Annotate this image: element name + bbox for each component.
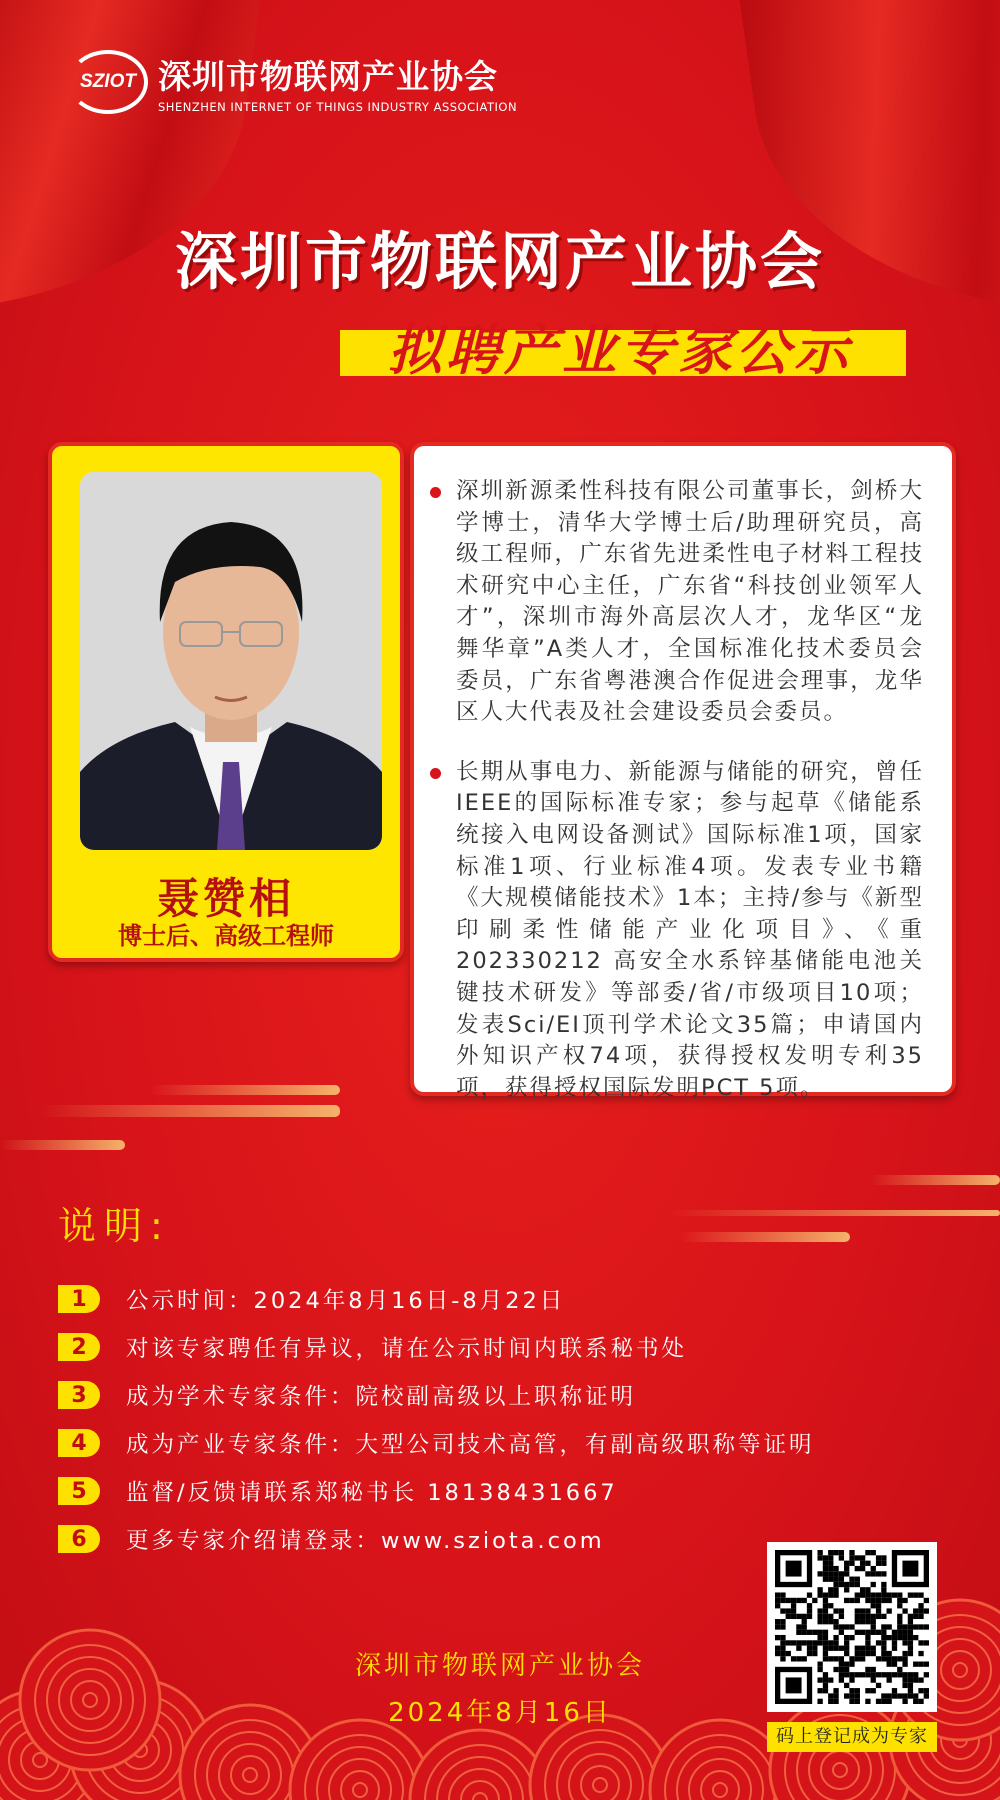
note-number: 2 <box>58 1333 100 1361</box>
logo-mark: SZIOT <box>68 50 148 114</box>
bio-paragraph: 深圳新源柔性科技有限公司董事长，剑桥大学博士，清华大学博士后/助理研究员，高级工程师，广东省先进柔性电子材料工程技术研究中心主任，广东省“科技创业领军人才”，深圳市海外高层次人才，龙华区“龙舞华章”A类人才，全国标准化技术委员会委员，广东省粤港澳合作促进会理事，龙华区人大代表及社会建设委员会委员。 <box>456 476 924 729</box>
note-number: 1 <box>58 1285 100 1313</box>
decor-stripe <box>670 1210 1000 1216</box>
decor-stripe <box>40 1105 340 1117</box>
association-logo <box>68 50 517 114</box>
qr-label: 码上登记成为专家 <box>767 1722 937 1752</box>
note-item <box>58 1283 565 1315</box>
expert-title: 博士后、高级工程师 <box>118 922 334 950</box>
footer-date: 2024年8月16日 <box>388 1698 612 1728</box>
note-item <box>58 1475 618 1507</box>
logo-name-en: SHENZHEN INTERNET OF THINGS INDUSTRY ASSOCIATION <box>158 99 518 114</box>
expert-profile-card <box>48 442 404 962</box>
note-item <box>58 1427 815 1459</box>
note-text: 成为学术专家条件：院校副高级以上职称证明 <box>126 1384 637 1410</box>
page-subtitle: 拟聘产业专家公示 <box>388 319 852 382</box>
qr-code[interactable] <box>767 1542 937 1712</box>
footer-org: 深圳市物联网产业协会 <box>354 1651 645 1681</box>
decor-stripe <box>0 1140 125 1150</box>
note-text: 公示时间：2024年8月16日-8月22日 <box>126 1288 566 1314</box>
note-text: 监督/反馈请联系郑秘书长 18138431667 <box>126 1480 618 1506</box>
decor-stripe <box>870 1175 1000 1185</box>
expert-name: 聂赞相 <box>156 874 295 923</box>
note-text: 对该专家聘任有异议，请在公示时间内联系秘书处 <box>126 1336 688 1362</box>
decor-stripe <box>680 1232 850 1242</box>
notes-heading: 说明: <box>58 1204 171 1248</box>
decor-stripe <box>150 1085 340 1095</box>
note-text: 成为产业专家条件：大型公司技术高管，有副高级职称等证明 <box>126 1432 815 1458</box>
note-item[interactable] <box>58 1523 605 1555</box>
expert-bio-card <box>410 442 956 1101</box>
expert-photo <box>80 472 382 850</box>
website-link[interactable]: 更多专家介绍请登录：www.sziota.com <box>126 1528 605 1554</box>
logo-name-cn: 深圳市物联网产业协会 <box>158 56 498 96</box>
note-number: 5 <box>58 1477 100 1505</box>
note-number: 3 <box>58 1381 100 1409</box>
note-item <box>58 1331 687 1363</box>
note-number: 6 <box>58 1525 100 1553</box>
page-title: 深圳市物联网产业协会 <box>174 225 825 298</box>
note-number: 4 <box>58 1429 100 1457</box>
bio-paragraph: 长期从事电力、新能源与储能的研究，曾任IEEE的国际标准专家；参与起草《储能系统接入电网设备测试》国际标准1项，国家标准1项、行业标准4项。发表专业书籍《大规模储能技术》1本；主持/参与《新型印刷柔性储能产业化项目》、《重202330212 高安全水系锌基储能电池关键技术研发》等部委/省/市级项目10项；发表Sci/EI顶刊学术论文35篇；申请国内外知识产权74项，获得授权发明专利35项，获得授权国际发明PCT 5项。 <box>456 757 924 1105</box>
note-item <box>58 1379 636 1411</box>
